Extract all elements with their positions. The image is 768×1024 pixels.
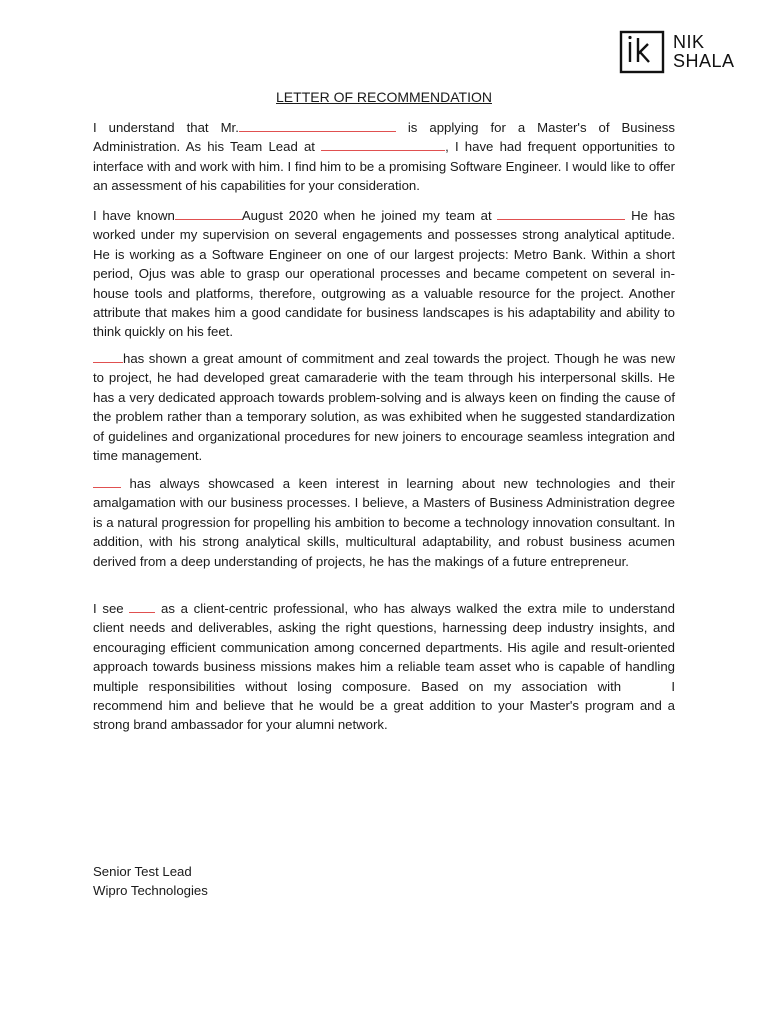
redacted-company (497, 207, 625, 220)
paragraph-background-text-a: I have known (93, 208, 175, 223)
paragraph-assessment-text-a: I see (93, 601, 130, 616)
nikshala-logo-icon (619, 30, 665, 74)
paragraph-assessment-text-c: I recommend him and believe that he would be a great addition to your Master's program and a strong brand ambassador for your alumni network. (93, 678, 675, 733)
redacted-name (239, 119, 396, 132)
paragraph-learning-text: has always showcased a keen interest in learning about new technologies and their amalgamation with our business processes. I believe, a Masters of Business Administration degree is a natural progression for propelling his ambition to become a technology innovation consultant. In addition, with his strong analytical skills, multicultural adaptability, and robust business acumen derived from a deep understanding of projects, he has the makings of a future entrepreneur. (93, 476, 675, 569)
redacted-name (129, 600, 155, 613)
paragraph-background (93, 206, 675, 342)
paragraph-commitment (93, 349, 675, 465)
signature-block (93, 862, 208, 900)
paragraph-learning (93, 474, 675, 571)
paragraph-assessment-text-b: as a client-centric professional, who has always walked the extra mile to understand client needs and deliverables, asking the right questions, harnessing deep industry insights, and encouraging efficient communication among concerned departments. His agile and result-oriented approach towards business missions makes him a reliable team asset who is capable of handling multiple responsibilities without losing composure. Based on my association with (93, 601, 675, 694)
signature-company: Wipro Technologies (93, 883, 208, 898)
letter-title: LETTER OF RECOMMENDATION (276, 89, 492, 105)
logo-line-1: NIK (673, 32, 705, 52)
paragraph-background-text-b: August 2020 when he joined my team at (241, 208, 498, 223)
redacted-name (93, 475, 121, 488)
redacted-name (175, 207, 242, 220)
redacted-name (621, 679, 661, 691)
paragraph-intro (93, 118, 675, 196)
logo-wordmark (673, 33, 735, 71)
redacted-company (321, 138, 445, 151)
paragraph-intro-text-a: I understand that Mr. (93, 120, 239, 135)
paragraph-intro-text-c: , I have had frequent opportunities to interface with and work with him. I find him to be a promising Software Engineer. I would like to offer an assessment of his capabilities for your consideration. (93, 139, 675, 194)
paragraph-commitment-text: has shown a great amount of commitment and zeal towards the project. Though he was new to project, he had developed great camaraderie with the team through his interpersonal skills. He has a very dedicated approach towards problem-solving and is always keen on finding the cause of the problem rather than a temporary solution, as was exhibited when he suggested standardization of guidelines and organizational procedures for new joiners to encourage seamless integration and time management. (93, 351, 675, 464)
signature-role: Senior Test Lead (93, 864, 192, 879)
redacted-name (93, 350, 123, 363)
company-logo (619, 30, 735, 74)
paragraph-intro-text-b: is applying for a Master's of Business Administration. As his Team Lead at (93, 120, 675, 155)
paragraph-assessment (93, 599, 675, 735)
logo-line-2: SHALA (673, 51, 735, 71)
paragraph-background-text-c: He has worked under my supervision on several engagements and possesses strong analytical aptitude. He is working as a Software Engineer on one of our largest projects: Metro Bank. Within a short period, Ojus was able to grasp our operational processes and became competent on several in-house tools and platforms, therefore, outgrowing as a valuable resource for the project. Another attribute that makes him a good candidate for business landscapes is his adaptability and ability to think quickly on his feet. (93, 208, 675, 340)
